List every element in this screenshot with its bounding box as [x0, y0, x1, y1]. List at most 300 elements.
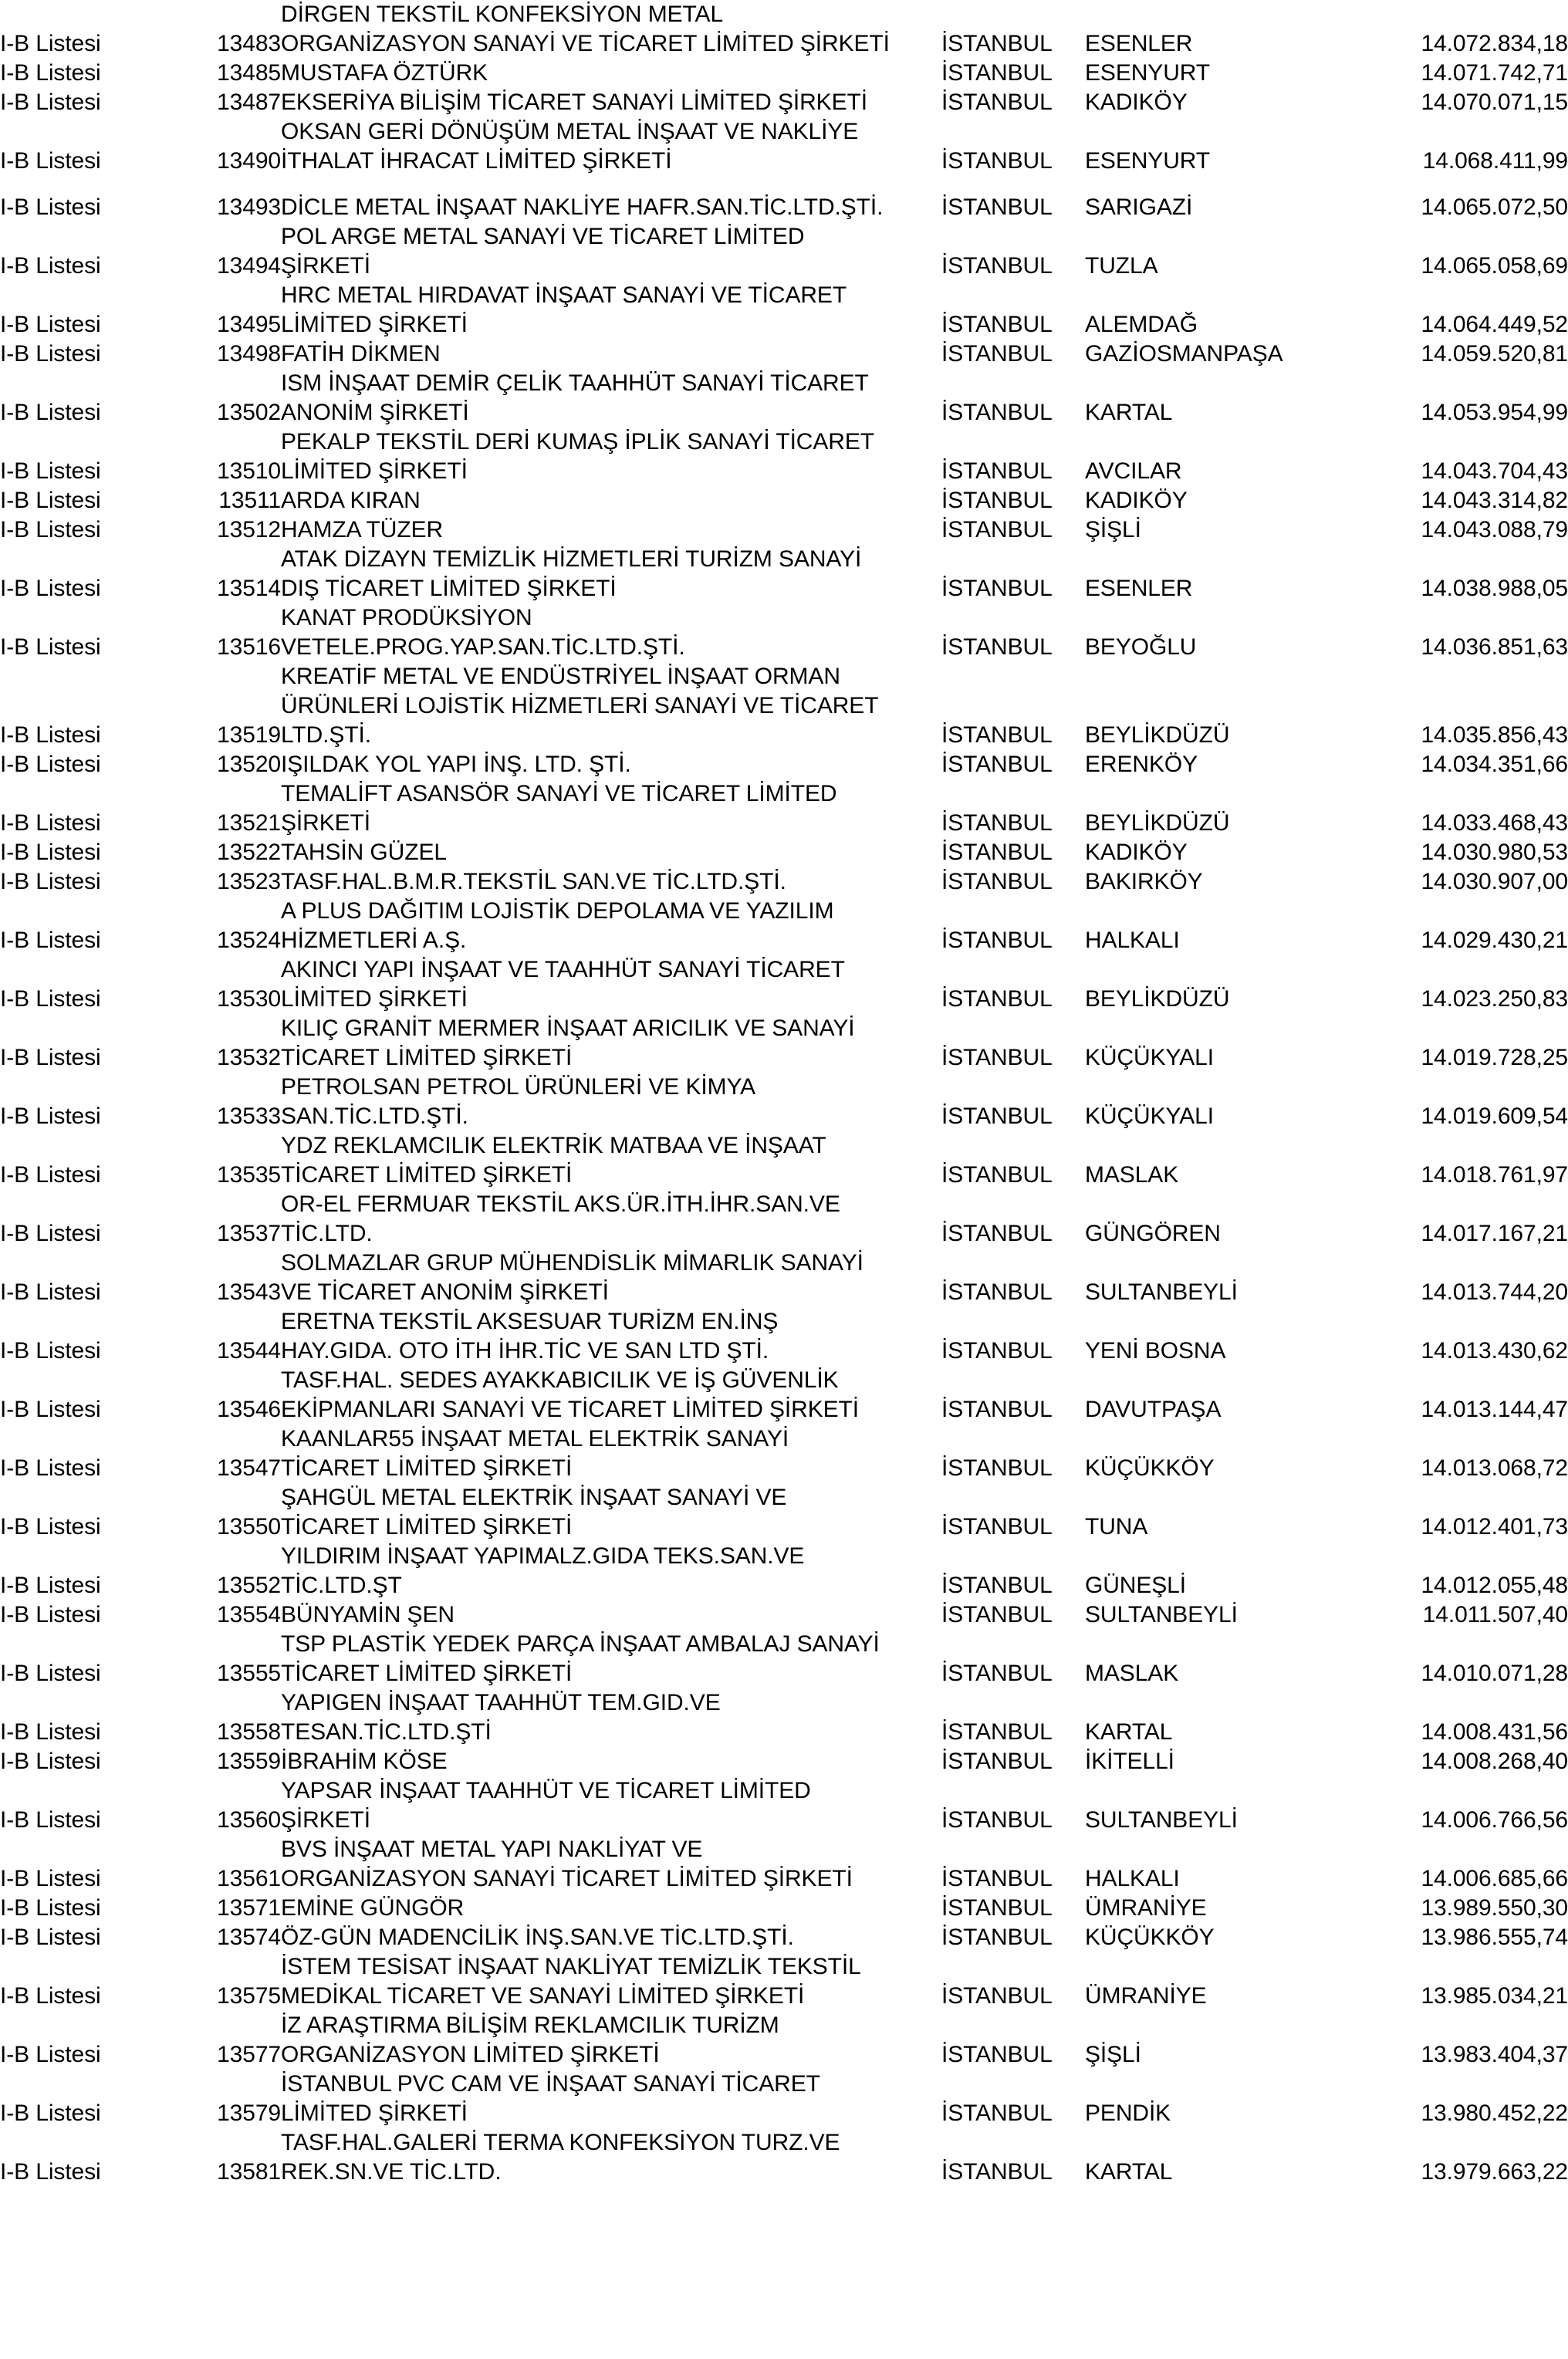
city-cell: İSTANBUL [941, 2100, 1053, 2126]
row-number-cell-empty [204, 1952, 281, 1982]
spacer-cell [139, 1982, 204, 2011]
amount-cell: 13.989.550,30 [1421, 1895, 1568, 1921]
city-cell-empty [941, 603, 1085, 633]
district-cell: KÜÇÜKKÖY [1085, 1925, 1215, 1950]
list-name-cell: I-B Listesi [0, 1221, 101, 1246]
city-cell-empty [941, 2128, 1085, 2158]
row-number-cell: 13574 [217, 1925, 281, 1950]
taxpayer-name-cell: BÜNYAMİN ŞEN [281, 1602, 455, 1627]
district-cell: SULTANBEYLİ [1085, 1807, 1238, 1833]
spacer-cell [139, 2128, 204, 2158]
list-name-cell-empty [0, 1835, 139, 1864]
amount-cell-empty [1409, 1542, 1568, 1571]
amount-cell: 14.018.761,97 [1421, 1162, 1568, 1188]
table-row-continuation [0, 1776, 1568, 1806]
district-cell: DAVUTPAŞA [1085, 1397, 1222, 1422]
amount-cell: 14.013.068,72 [1421, 1455, 1568, 1481]
list-name-cell: I-B Listesi [0, 576, 101, 601]
spacer-cell [139, 88, 204, 117]
list-name-cell: I-B Listesi [0, 31, 101, 56]
list-name-cell-empty [0, 1630, 139, 1659]
table-row [0, 486, 1568, 515]
city-cell: İSTANBUL [941, 810, 1053, 836]
taxpayer-name-cell: HİZMETLERİ A.Ş. [281, 928, 467, 953]
row-number-cell-empty [204, 1073, 281, 1102]
taxpayer-name-cell: ERETNA TEKSTİL AKSESUAR TURİZM EN.İNŞ [281, 1309, 779, 1334]
table-row [0, 515, 1568, 545]
city-cell-empty [941, 662, 1085, 691]
table-row-continuation [0, 1483, 1568, 1512]
table-row [0, 838, 1568, 867]
row-number-cell-empty [204, 897, 281, 926]
taxpayer-name-cell: IŞILDAK YOL YAPI İNŞ. LTD. ŞTİ. [281, 752, 631, 777]
list-name-cell-empty [0, 1542, 139, 1571]
city-cell: İSTANBUL [941, 1045, 1053, 1070]
spacer-cell [139, 59, 204, 88]
district-cell: BEYLİKDÜZÜ [1085, 986, 1230, 1012]
district-cell: ESENYURT [1085, 60, 1211, 86]
taxpayer-name-cell: TİCARET LİMİTED ŞİRKETİ [281, 1455, 573, 1481]
row-number-cell-empty [204, 2011, 281, 2040]
spacer-cell [139, 398, 204, 428]
taxpayer-name-cell: YILDIRIM İNŞAAT YAPIMALZ.GIDA TEKS.SAN.VE [281, 1543, 805, 1569]
list-name-cell: I-B Listesi [0, 2100, 101, 2126]
taxpayer-name-cell: PETROLSAN PETROL ÜRÜNLERİ VE KİMYA [281, 1074, 756, 1100]
taxpayer-name-cell: ORGANİZASYON SANAYİ TİCARET LİMİTED ŞİRKETİ [281, 1866, 853, 1891]
row-number-cell: 13571 [217, 1895, 281, 1921]
spacer-cell [139, 1923, 204, 1952]
district-cell: BAKIRKÖY [1085, 869, 1203, 894]
city-cell-empty [941, 1483, 1085, 1512]
district-cell: KARTAL [1085, 1719, 1173, 1745]
district-cell-empty [1085, 117, 1409, 147]
spacer-cell [0, 176, 1568, 193]
row-number-cell: 13521 [217, 810, 281, 836]
spacer-cell [139, 1688, 204, 1718]
taxpayer-name-cell: EKİPMANLARI SANAYİ VE TİCARET LİMİTED ŞİRKETİ [281, 1397, 860, 1422]
taxpayer-name-cell: PEKALP TEKSTİL DERİ KUMAŞ İPLİK SANAYİ TİCARET [281, 429, 874, 455]
list-name-cell-empty [0, 603, 139, 633]
row-number-cell: 13543 [217, 1279, 281, 1305]
district-cell-empty [1085, 1835, 1409, 1864]
list-name-cell-empty [0, 1952, 139, 1982]
row-number-cell-empty [204, 1542, 281, 1571]
list-name-cell-empty [0, 779, 139, 809]
city-cell-empty [941, 1249, 1085, 1278]
district-cell: MASLAK [1085, 1162, 1179, 1188]
list-name-cell: I-B Listesi [0, 1397, 101, 1422]
spacer-cell [139, 926, 204, 955]
list-name-cell: I-B Listesi [0, 458, 101, 484]
list-name-cell: I-B Listesi [0, 869, 101, 894]
amount-cell-empty [1409, 1190, 1568, 1219]
row-number-cell: 13546 [217, 1397, 281, 1422]
table-row [0, 985, 1568, 1014]
spacer-cell [139, 2158, 204, 2187]
table-row [0, 1600, 1568, 1630]
row-number-cell: 13495 [217, 312, 281, 337]
taxpayer-name-cell: İSTEM TESİSAT İNŞAAT NAKLİYAT TEMİZLİK TEKSTİL [281, 1954, 861, 1979]
spacer-cell [139, 1014, 204, 1043]
table-row [0, 398, 1568, 428]
city-cell-empty [941, 117, 1085, 147]
table-row [0, 1454, 1568, 1483]
list-name-cell: I-B Listesi [0, 1045, 101, 1070]
list-name-cell: I-B Listesi [0, 253, 101, 279]
taxpayer-name-cell: OR-EL FERMUAR TEKSTİL AKS.ÜR.İTH.İHR.SAN.VE [281, 1191, 840, 1217]
spacer-cell [139, 633, 204, 662]
city-cell: İSTANBUL [941, 1338, 1053, 1364]
taxpayer-name-cell: ISM İNŞAAT DEMİR ÇELİK TAAHHÜT SANAYİ TİCARET [281, 370, 869, 396]
row-number-cell-empty [204, 779, 281, 809]
spacer-cell [139, 147, 204, 176]
city-cell-empty [941, 1542, 1085, 1571]
amount-cell-empty [1409, 1131, 1568, 1161]
amount-cell: 14.030.907,00 [1421, 869, 1568, 894]
spacer-cell [139, 1425, 204, 1454]
list-name-cell: I-B Listesi [0, 1103, 101, 1129]
row-number-cell-empty [204, 1483, 281, 1512]
row-number-cell: 13524 [217, 928, 281, 953]
amount-cell: 14.008.431,56 [1421, 1719, 1568, 1745]
city-cell-empty [941, 369, 1085, 398]
table-row-continuation [0, 1190, 1568, 1219]
taxpayer-name-cell: DİRGEN TEKSTİL KONFEKSİYON METAL [281, 2, 724, 27]
list-name-cell: I-B Listesi [0, 1162, 101, 1188]
row-number-cell: 13547 [217, 1455, 281, 1481]
district-cell: KÜÇÜKKÖY [1085, 1455, 1215, 1481]
spacer-cell [139, 985, 204, 1014]
list-name-cell-empty [0, 662, 139, 691]
row-number-cell: 13523 [217, 869, 281, 894]
table-row [0, 926, 1568, 955]
spacer-cell [139, 1600, 204, 1630]
district-cell-empty [1085, 2070, 1409, 2099]
row-number-cell-empty [204, 2070, 281, 2099]
list-name-cell-empty [0, 1366, 139, 1395]
row-number-cell: 13581 [217, 2159, 281, 2185]
table-row-continuation [0, 281, 1568, 310]
table-row [0, 88, 1568, 117]
taxpayer-name-cell: EMİNE GÜNGÖR [281, 1895, 465, 1921]
city-cell-empty [941, 1073, 1085, 1102]
table-row-continuation [0, 1131, 1568, 1161]
table-row [0, 1864, 1568, 1894]
district-cell: KÜÇÜKYALI [1085, 1045, 1214, 1070]
city-cell: İSTANBUL [941, 31, 1053, 56]
amount-cell-empty [1409, 779, 1568, 809]
list-name-cell-empty [0, 369, 139, 398]
city-cell-empty [941, 779, 1085, 809]
taxpayer-name-cell: TİC.LTD. [281, 1221, 373, 1246]
taxpayer-name-cell: LTD.ŞTİ. [281, 722, 371, 748]
spacer-cell [139, 1542, 204, 1571]
city-cell: İSTANBUL [941, 1719, 1053, 1745]
table-row-continuation [0, 2128, 1568, 2158]
spacer-cell [139, 2011, 204, 2040]
district-cell-empty [1085, 955, 1409, 985]
list-name-cell-empty [0, 281, 139, 310]
row-number-cell: 13532 [217, 1045, 281, 1070]
list-name-cell: I-B Listesi [0, 148, 101, 174]
amount-cell-empty [1409, 691, 1568, 721]
row-number-cell-empty [204, 1835, 281, 1864]
taxpayer-name-cell: KANAT PRODÜKSİYON [281, 605, 532, 630]
table-row-continuation [0, 897, 1568, 926]
table-row-continuation [0, 691, 1568, 721]
district-cell: BEYLİKDÜZÜ [1085, 722, 1230, 748]
district-cell: KARTAL [1085, 400, 1173, 425]
district-cell-empty [1085, 662, 1409, 691]
spacer-cell [139, 1630, 204, 1659]
taxpayer-name-cell: LİMİTED ŞİRKETİ [281, 2100, 468, 2126]
table-row [0, 2099, 1568, 2128]
city-cell: İSTANBUL [941, 1162, 1053, 1188]
row-number-cell: 13514 [217, 576, 281, 601]
amount-cell: 14.019.728,25 [1421, 1045, 1568, 1070]
list-name-cell: I-B Listesi [0, 1602, 101, 1627]
spacer-cell [139, 2099, 204, 2128]
district-cell: KADIKÖY [1085, 840, 1188, 865]
district-cell-empty [1085, 779, 1409, 809]
spacer-cell [139, 1102, 204, 1131]
district-cell: HALKALI [1085, 928, 1180, 953]
city-cell-empty [941, 1776, 1085, 1806]
spacer-cell [139, 721, 204, 750]
taxpayer-name-cell: TİCARET LİMİTED ŞİRKETİ [281, 1162, 573, 1188]
taxpayer-name-cell: ORGANİZASYON SANAYİ VE TİCARET LİMİTED ŞİRKETİ [281, 31, 890, 56]
city-cell: İSTANBUL [941, 312, 1053, 337]
city-cell-empty [941, 0, 1085, 29]
table-row [0, 809, 1568, 838]
row-number-cell-empty [204, 1688, 281, 1718]
row-number-cell: 13520 [217, 752, 281, 777]
spacer-cell [139, 222, 204, 252]
district-cell-empty [1085, 2011, 1409, 2040]
city-cell: İSTANBUL [941, 1573, 1053, 1598]
table-row-continuation [0, 428, 1568, 457]
district-cell: İKİTELLİ [1085, 1749, 1174, 1774]
table-row-continuation [0, 603, 1568, 633]
city-cell: İSTANBUL [941, 576, 1053, 601]
city-cell-empty [941, 897, 1085, 926]
city-cell: İSTANBUL [941, 1661, 1053, 1686]
city-cell: İSTANBUL [941, 60, 1053, 86]
row-number-cell: 13510 [217, 458, 281, 484]
table-row [0, 1512, 1568, 1542]
city-cell: İSTANBUL [941, 458, 1053, 484]
taxpayer-name-cell: ŞİRKETİ [281, 1807, 370, 1833]
amount-cell-empty [1409, 1249, 1568, 1278]
row-number-cell: 13494 [217, 253, 281, 279]
spacer-cell [139, 1337, 204, 1366]
amount-cell: 14.035.856,43 [1421, 722, 1568, 748]
city-cell: İSTANBUL [941, 517, 1053, 542]
list-name-cell-empty [0, 691, 139, 721]
table-row [0, 633, 1568, 662]
table-row [0, 252, 1568, 281]
row-number-cell-empty [204, 662, 281, 691]
row-number-cell: 13579 [217, 2100, 281, 2126]
list-name-cell-empty [0, 1425, 139, 1454]
list-name-cell: I-B Listesi [0, 722, 101, 748]
list-name-cell-empty [0, 1776, 139, 1806]
city-cell: İSTANBUL [941, 400, 1053, 425]
district-cell: BEYOĞLU [1085, 634, 1197, 660]
list-name-cell-empty [0, 1073, 139, 1102]
row-number-cell-empty [204, 1630, 281, 1659]
list-name-cell: I-B Listesi [0, 1895, 101, 1921]
city-cell: İSTANBUL [941, 1866, 1053, 1891]
list-name-cell: I-B Listesi [0, 60, 101, 86]
district-cell: KADIKÖY [1085, 488, 1188, 513]
taxpayer-name-cell: DİCLE METAL İNŞAAT NAKLİYE HAFR.SAN.TİC.LTD.ŞTİ. [281, 194, 884, 220]
city-cell-empty [941, 222, 1085, 252]
city-cell-empty [941, 1366, 1085, 1395]
row-number-cell: 13575 [217, 1983, 281, 2009]
list-name-cell: I-B Listesi [0, 928, 101, 953]
taxpayer-name-cell: İBRAHİM KÖSE [281, 1749, 448, 1774]
spacer-cell [139, 2070, 204, 2099]
row-number-cell: 13519 [217, 722, 281, 748]
district-cell: KADIKÖY [1085, 90, 1188, 115]
table-row [0, 1747, 1568, 1776]
district-cell-empty [1085, 281, 1409, 310]
list-name-cell: I-B Listesi [0, 634, 101, 660]
city-cell: İSTANBUL [941, 148, 1053, 174]
amount-cell-empty [1409, 603, 1568, 633]
table-row-continuation [0, 1952, 1568, 1982]
amount-cell: 13.979.663,22 [1421, 2159, 1568, 2185]
city-cell-empty [941, 1952, 1085, 1982]
city-cell: İSTANBUL [941, 1807, 1053, 1833]
city-cell-empty [941, 1131, 1085, 1161]
district-cell-empty [1085, 1131, 1409, 1161]
taxpayer-name-cell: HAY.GIDA. OTO İTH İHR.TİC VE SAN LTD ŞTİ. [281, 1338, 769, 1364]
row-number-cell-empty [204, 1014, 281, 1043]
taxpayer-name-cell: HAMZA TÜZER [281, 517, 444, 542]
table-row-continuation [0, 117, 1568, 147]
table-row-continuation [0, 1630, 1568, 1659]
list-name-cell-empty [0, 897, 139, 926]
district-cell: KÜÇÜKYALI [1085, 1103, 1214, 1129]
city-cell-empty [941, 428, 1085, 457]
city-cell-empty [941, 1014, 1085, 1043]
table-row-continuation [0, 1014, 1568, 1043]
district-cell: GÜNEŞLİ [1085, 1573, 1187, 1598]
spacer-cell [139, 252, 204, 281]
list-name-cell: I-B Listesi [0, 1279, 101, 1305]
table-row-continuation [0, 222, 1568, 252]
amount-cell-empty [1409, 662, 1568, 691]
district-cell-empty [1085, 428, 1409, 457]
list-name-cell: I-B Listesi [0, 90, 101, 115]
city-cell: İSTANBUL [941, 1397, 1053, 1422]
taxpayer-name-cell: İTHALAT İHRACAT LİMİTED ŞİRKETİ [281, 148, 672, 174]
row-number-cell-empty [204, 1131, 281, 1161]
taxpayer-name-cell: TİCARET LİMİTED ŞİRKETİ [281, 1045, 573, 1070]
spacer-cell [139, 1659, 204, 1688]
taxpayer-name-cell: LİMİTED ŞİRKETİ [281, 986, 468, 1012]
district-cell: SULTANBEYLİ [1085, 1279, 1238, 1305]
city-cell-empty [941, 1190, 1085, 1219]
district-cell-empty [1085, 1249, 1409, 1278]
city-cell: İSTANBUL [941, 1602, 1053, 1627]
city-cell: İSTANBUL [941, 194, 1053, 220]
list-name-cell: I-B Listesi [0, 1807, 101, 1833]
taxpayer-name-cell: TESAN.TİC.LTD.ŞTİ [281, 1719, 492, 1745]
table-row-continuation [0, 1073, 1568, 1102]
city-cell-empty [941, 955, 1085, 985]
city-cell: İSTANBUL [941, 840, 1053, 865]
district-cell-empty [1085, 1307, 1409, 1337]
taxpayer-name-cell: BVS İNŞAAT METAL YAPI NAKLİYAT VE [281, 1837, 703, 1862]
table-row-continuation [0, 1249, 1568, 1278]
table-row [0, 574, 1568, 603]
row-number-cell: 13530 [217, 986, 281, 1012]
district-cell-empty [1085, 1014, 1409, 1043]
city-cell: İSTANBUL [941, 253, 1053, 279]
taxpayer-name-cell: HRC METAL HIRDAVAT İNŞAAT SANAYİ VE TİCARET [281, 282, 847, 308]
table-row [0, 1102, 1568, 1131]
city-cell: İSTANBUL [941, 1279, 1053, 1305]
taxpayer-name-cell: ARDA KIRAN [281, 488, 421, 513]
spacer-cell [139, 117, 204, 147]
taxpayer-name-cell: YDZ REKLAMCILIK ELEKTRİK MATBAA VE İNŞAAT [281, 1133, 826, 1158]
table-row-continuation [0, 2070, 1568, 2099]
list-name-cell-empty [0, 1131, 139, 1161]
row-number-cell-empty [204, 955, 281, 985]
row-number-cell: 13511 [218, 488, 281, 513]
city-cell: İSTANBUL [941, 2042, 1053, 2067]
spacer-cell [139, 457, 204, 486]
list-name-cell: I-B Listesi [0, 1514, 101, 1539]
amount-cell-empty [1409, 428, 1568, 457]
spacer-cell [139, 750, 204, 779]
list-name-cell: I-B Listesi [0, 840, 101, 865]
amount-cell-empty [1409, 117, 1568, 147]
list-name-cell: I-B Listesi [0, 1749, 101, 1774]
table-row [0, 29, 1568, 59]
row-number-cell-empty [204, 691, 281, 721]
table-row-continuation [0, 1425, 1568, 1454]
list-name-cell: I-B Listesi [0, 400, 101, 425]
list-name-cell-empty [0, 2011, 139, 2040]
amount-cell: 14.012.055,48 [1421, 1573, 1568, 1598]
amount-cell-empty [1409, 369, 1568, 398]
table-row [0, 310, 1568, 340]
district-cell-empty [1085, 691, 1409, 721]
spacer-cell [139, 1161, 204, 1190]
amount-cell: 14.017.167,21 [1421, 1221, 1568, 1246]
district-cell: KARTAL [1085, 2159, 1173, 2185]
amount-cell: 14.011.507,40 [1422, 1602, 1568, 1627]
list-name-cell-empty [0, 1249, 139, 1278]
row-number-cell: 13550 [217, 1514, 281, 1539]
amount-cell-empty [1409, 1688, 1568, 1718]
taxpayer-name-cell: ŞİRKETİ [281, 810, 370, 836]
amount-cell-empty [1409, 1483, 1568, 1512]
spacer-cell [139, 1219, 204, 1249]
taxpayer-name-cell: EKSERİYA BİLİŞİM TİCARET SANAYİ LİMİTED ŞİRKETİ [281, 90, 867, 115]
taxpayer-name-cell: POL ARGE METAL SANAYİ VE TİCARET LİMİTED [281, 224, 805, 249]
table-row-continuation [0, 0, 1568, 29]
district-cell-empty [1085, 545, 1409, 574]
amount-cell: 14.064.449,52 [1421, 312, 1568, 337]
row-number-cell: 13498 [217, 341, 281, 367]
table-row [0, 1395, 1568, 1425]
list-name-cell-empty [0, 1483, 139, 1512]
